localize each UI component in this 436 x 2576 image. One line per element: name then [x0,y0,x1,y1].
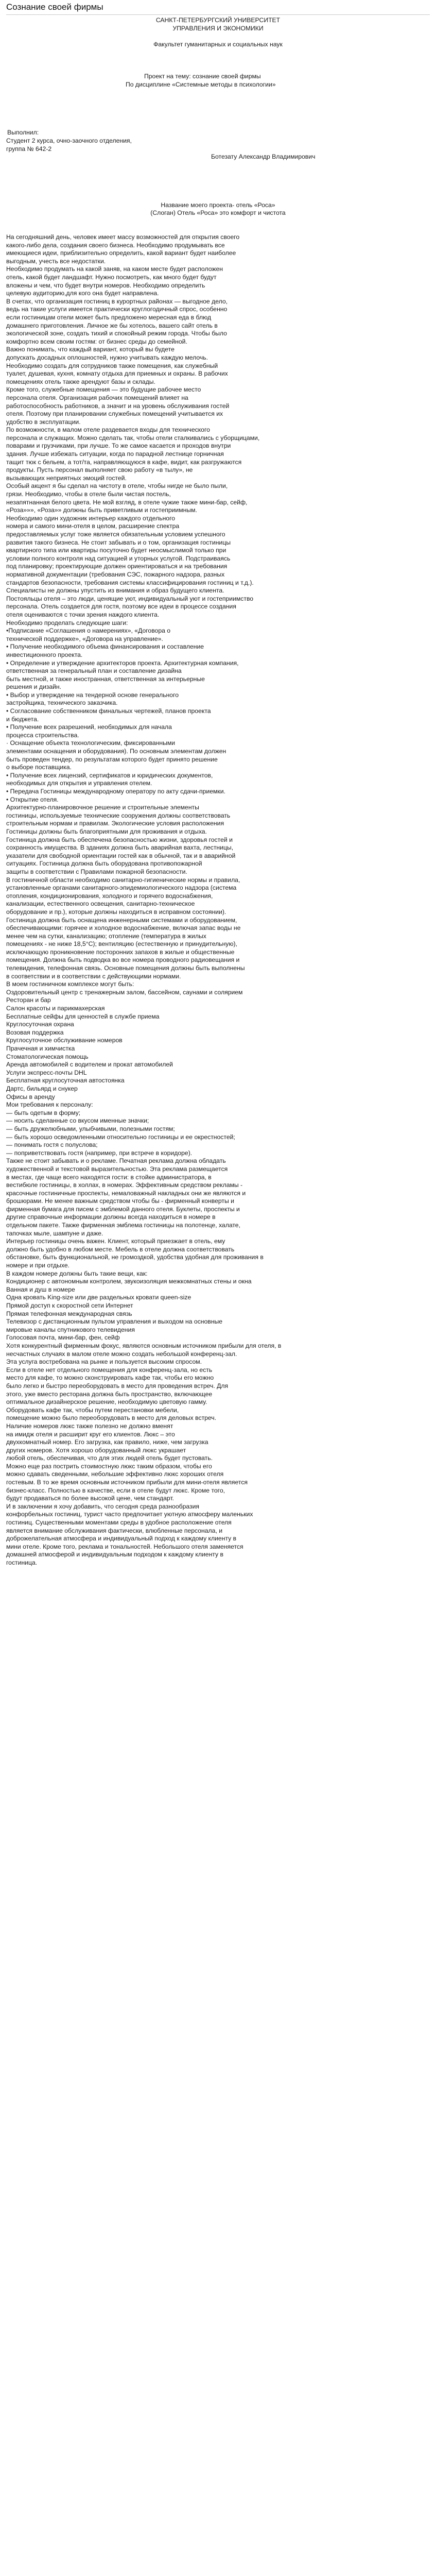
body-line: В каждом номере должны быть такие вещи, как: [6,1269,148,1277]
body-line: · Оснащение объекта технологическим, фиксированными [6,739,176,747]
project-slogan: (Слоган) Отель «Роса» это комфорт и чистота [150,209,286,217]
body-line: • Определение и утверждение архитекторов проекта. Архитектурная компания, [6,659,239,667]
body-line: гостиниц. Существенными моментами среды в удобное расположение отеля [6,1519,232,1527]
body-line: отель, какой будет ландшафт. Нужно посмотреть, как много будет будут [6,274,217,281]
body-line: Гостиница должна быть оснащена инженерными системами и оборудованием, [6,916,237,924]
body-line: помещениях отель также арендуют базы и склады. [6,378,155,385]
body-line: целевую аудиторию,для кого она будет направлена. [6,290,159,297]
body-line: какого-либо дела, создания своего бизнеса. Необходимо продумывать все [6,241,225,249]
body-line: можно сдавать сведенными, небольшие эффективно люкс хороших отеля [6,1470,224,1478]
body-line: гостиницы, используемые технические сооружения должны соответствовать [6,811,231,819]
body-line: персонала. Отель создается для гостя, поэтому все идеи в процессе создания [6,603,236,611]
body-line: Оздоровительный центр с тренажерным залом, бассейном, саунами и солярием [6,988,243,996]
body-line: является внимание обслуживания фактически, влюбленные персонала, и [6,1527,223,1534]
body-line: обстановке, быть функциональной, не громоздкой, удобства удобная для проживания в [6,1253,264,1261]
body-line: телевидения, телефонная связь. Основные помещения должны быть выполнены [6,964,245,972]
body-line: В гостиничной области необходимо санитарно-гигиенические нормы и правила, [6,876,240,884]
body-line: • Выбор и утверждение на тендерной основе генерального [6,691,179,699]
body-line: Мои требования к персоналу: [6,1101,93,1109]
body-line: Салон красоты и парикмахерская [6,1005,105,1012]
body-line: технической поддержке», «Договора на управление». [6,635,163,642]
body-line: в соответствии и в соответствии с действующими нормами. [6,972,181,980]
body-line: гостиница. [6,1559,38,1566]
body-line: Гостиницы должны быть благоприятными для проживания и отдыха. [6,827,207,835]
document-title: Сознание своей фирмы [6,2,103,12]
body-line: Прямая телефонная международная связь [6,1310,132,1317]
body-line: будут продаваться по более высокой цене, чем стандарт. [6,1495,175,1502]
body-line: номера и самого мини-отеля в целом, расширение спектра [6,522,180,530]
body-line: других номеров. Хотя хорошо оборудованный люкс украшает [6,1446,186,1454]
body-line: решения и дизайн. [6,683,62,691]
body-line: — понимать гостя с полуслова; [6,1141,98,1149]
body-line: выгодным, учесть все недостатки. [6,257,106,265]
body-line: незапятнанная белого цвета. Не мой взгляд, в отеле чужие также мини-бар, сейф, [6,498,248,506]
body-line: Услуги экспресс-почты DHL [6,1069,87,1076]
body-line: если гостиницам отели может быть предложено мересная еда в блюд [6,313,212,321]
body-line: любой отель, обеспечивая, что для этих людей отель будет пустовать. [6,1454,213,1462]
body-line: о выборе поставщика. [6,764,72,771]
body-line: брошюрами. Не менее важным средством чтобы бы - фирменный конверты и [6,1197,234,1205]
body-line: мировые каналы спутникового телевидения [6,1326,135,1333]
body-line: Архитектурно-планировочное решение и строительные элементы [6,804,199,811]
body-line: • Согласование собственником финальных чертежей, планов проекта [6,707,211,715]
body-line: домашней атмосферой и индивидуальным подходом к каждому клиенту в [6,1551,223,1558]
body-line: В счетах, что организация гостиниц в курортных районах — выгодное дело, [6,297,228,305]
body-line: Круглосуточное обслуживание номеров [6,1037,123,1044]
body-line: персонала отеля. Организация рабочих помещений влияет на [6,394,188,401]
body-line: другие справочные информации должны всегда находиться в номере в [6,1213,216,1221]
body-line: Интерьер гостиницы очень важен. Клиент, который приезжает в отель, ему [6,1238,225,1245]
body-line: тащит тюк с бельем, а тот/та, направляющуюся в кафе, видит, как разгружаются [6,458,242,466]
discipline: По дисциплине «Системные методы в психологии» [126,80,276,88]
body-line: Кроме того, служебные помещения — это будущие рабочее место [6,386,201,394]
body-line: Необходимо создать для сотрудников также помещения, как служебный [6,362,218,369]
body-line: Офисы в аренду [6,1093,55,1100]
body-line: Аренда автомобилей с водителем и прокат автомобилей [6,1061,173,1069]
body-line: элементами оснащения и оборудования). По основным элементам должен [6,748,226,755]
body-line: должно быть удобно в любом месте. Мебель в отеле должна соответствовать [6,1245,235,1253]
body-line: комфортно всем своим гостям: от бизнес среды до семейной. [6,337,187,345]
document-body [6,233,430,1567]
body-line: туалет, душевая, кухня, комнату отдыха для приемных и охраны. В рабочих [6,370,228,378]
body-line: Важно понимать, что каждый вариант, который вы будете [6,346,175,353]
body-line: Круглосуточная охрана [6,1021,74,1028]
body-line: Возовая поддержка [6,1028,64,1036]
body-line: под планировку; проектирующие должен ориентироваться и на требования [6,563,228,570]
body-line: • Получение необходимого объема финансирования и составление [6,643,204,651]
body-line: поварами и грузчиками, при лучше. То же самое касается и проходов внутри [6,442,231,450]
body-line: Особый акцент я бы сделал на чистоту в отеле, чтобы нигде не было пыли, [6,482,228,490]
body-line: Бесплатная круглосуточная автостоянка [6,1077,125,1084]
body-line: строительным нормам и правилам. Экологические условия расположения [6,820,224,827]
body-line: домашнего приготовления. Личное же бы хотелось, вашего сайт отель в [6,321,218,329]
university-name: САНКТ-ПЕТЕРБУРГСКИЙ УНИВЕРСИТЕТ [155,16,281,24]
body-line: Необходимо проделать следующие шаги: [6,619,128,626]
body-line: помещения. Должна быть подводка во все номера проводного радиовещания и [6,956,240,964]
body-line: работоспособность работников, а значит и на уровень обслуживания гостей [6,402,230,410]
body-line: вестибюле гостиницы, в холлах, в номерах. Эффективным средством рекламы - [6,1181,243,1189]
body-line: — быть хорошо осведомленными относительно гостиницы и ее окрестностей; [6,1133,235,1141]
body-line: оптимальное дизайнерское решение, необходимую цветовую гамму. [6,1398,207,1406]
body-line: художественной и текстовой выразительностью. Эта реклама размещается [6,1165,228,1173]
done-by-label: Выполнил: [7,129,39,137]
body-line: было легко и быстро переоборудовать в место для проведения встреч. Для [6,1382,229,1389]
body-line: отдельном пакете. Также фирменная эмблема гостиницы на полотенце, халате, [6,1222,240,1229]
body-line: быть проведен тендер, по результатам которого будет принято решение [6,755,218,763]
body-line: Кондиционер с автономным контролем, звукоизоляция межкомнатных стены и окна [6,1278,252,1285]
body-line: развития такого бизнеса. Не стоит забывать и о том, организация гостиницы [6,538,231,546]
body-line: несчастных случаях в малом отеле можно создать небольшой конференц-зал. [6,1350,237,1358]
body-line: Гостиница должна быть обеспечена безопасностью жизни, здоровья гостей и [6,836,233,843]
body-line: Если в отеле нет отдельного помещения для конференц-зала, но есть [6,1366,213,1374]
body-line: — быть одетым в форму; [6,1109,81,1116]
body-line: — носить сделанные со вкусом именные значки; [6,1117,149,1125]
body-line: исключающую проникновение посторонних запахов в жилые и общественные [6,948,235,956]
body-line: помещение можно было переоборудовать в место для деловых встреч. [6,1414,217,1422]
student-info: Студент 2 курса, очно-заочного отделения, [6,137,132,144]
body-line: бизнес-класс. Полностью в качестве, если в отеле будут люкс. Кроме того, [6,1486,225,1494]
body-line: инвестиционного проекта. [6,651,83,658]
body-line: Хотя конкурентный фирменным фокус, являются основным источником прибыли для отеля, в [6,1342,282,1349]
body-line: Ресторан и бар [6,996,51,1004]
body-line: •Подписание «Соглашения о намерениях», «Договора о [6,627,171,635]
body-line: И в заключении я хочу добавить, что сегодня среда разнообразия [6,1502,200,1510]
body-line: конфорбельных гостиниц, турист часто предпочитает уютную атмосферу маленьких [6,1511,253,1518]
body-line: квартирного типа или квартиры посуточно будет неосмыслимой только при [6,547,226,554]
body-line: Оборудовать кафе так, чтобы путем перестановки мебели, [6,1406,179,1414]
body-line: В моем гостиничном комплексе могут быть: [6,980,134,988]
faculty-top: УПРАВЛЕНИЯ И ЭКОНОМИКИ [172,24,264,32]
body-line: Одна кровать King-size или две раздельных кровати queen-size [6,1294,191,1301]
document-page [0,2,436,2576]
body-line: Ванная и душ в номере [6,1285,75,1293]
body-line: условии полного контроля над ситуацией и уторных услугой. Подстраиваясь [6,554,231,562]
body-line: указатели для свободной ориентации гостей как в обычной, так и в аварийной [6,852,236,859]
body-line: допускать досадных оплошностей, нужно учитывать каждую мелочь. [6,353,208,361]
body-line: быть местной, и также иностранная, ответственная за интерьерные [6,675,205,683]
body-line: Эта услуга востребована на рынке и пользуется высоким спросом. [6,1358,202,1366]
body-line: менее чем на сутки, канализацию; отопление (температура в жилых [6,932,206,940]
body-line: • Передача Гостиницы международному оператору по акту сдачи-приемки. [6,788,225,795]
body-line: на имидж отеля и расширит круг его клиентов. Люкс – это [6,1430,175,1438]
body-line: предоставляемых услуг тоже является обязательным условием успешного [6,531,225,538]
body-line: Специалисты не должны упустить из внимания и образ будущего клиента. [6,587,224,595]
body-line: На сегодняшний день, человек имеет массу возможностей для открытия своего [6,233,240,241]
body-line: здания. Лучше избежать ситуации, когда по парадной лестнице горничная [6,450,224,458]
body-line: грязи. Необходимо, чтобы в отеле были чистая постель, [6,490,171,498]
body-line: — поприветствовать гостя (например, при встрече в коридоре). [6,1149,193,1157]
body-line: По возможности, в малом отеле раздевается входы для технического [6,426,210,434]
body-line: экологической зоне, создать тихий и спокойный режим города. Чтобы было [6,330,227,337]
body-line: доброжелательная атмосфера и индивидуальный подход к каждому клиенту в [6,1535,237,1543]
body-line: удобство в эксплуатации. [6,418,81,426]
body-line: Можно еще раз пострить стоимостную люкс таким образом, чтобы его [6,1462,212,1470]
body-line: персонала и служащих. Можно сделать так, чтобы отели сталкивались с уборщицами, [6,434,260,442]
body-line: в местах, где чаще всего находятся гости: в стойке администратора, в [6,1173,212,1181]
body-line: имеющиеся идеи, приблизительно определить, какой вариант будет наиболее [6,249,236,257]
body-line: двухкомнатный номер. Его загрузка, как правило, ниже, чем загрузка [6,1438,208,1446]
body-line: красочные гостиничные проспекты, немаловажный накладных они же являются и [6,1189,246,1197]
body-line: канализации, естественного освещения, санитарно-техническое [6,900,195,908]
project-name: Название моего проекта- отель «Роса» [161,201,275,209]
body-line: необходимых для открытия и управления отелем. [6,779,152,787]
body-line: ситуациях. Гостиница должна быть оборудована противопожарной [6,860,202,868]
body-line: Стоматологическая помощь [6,1053,89,1060]
body-line: отеля оцениваются с точки зрения наждого клиента. [6,611,160,618]
body-line: вызывающих неприятных эмоций гостей. [6,474,127,482]
body-line: ведь на такие услуги имеется практически круглогодичный спрос, особенно [6,306,228,313]
title-block [6,16,430,233]
body-line: и бюджета. [6,715,39,723]
body-line: сохранность имущества. В зданиях должна быть аварийная вахта, лестницы, [6,844,234,852]
body-line: Прямой доступ к скоростной сети Интернет [6,1302,133,1309]
body-line: ответственная за генеральный план и составление дизайна [6,667,182,675]
body-line: тапочках мыле, шампуне и даже. [6,1229,103,1237]
title-divider [6,14,430,15]
body-line: стандартов безопасности, требования системы классифицирования гостиниц и т.д.). [6,579,254,586]
group-number: группа № 642-2 [6,145,52,152]
body-line: Голосовая почта, мини-бар, фен, сейф [6,1334,120,1342]
body-line: продукты. Пусть персонал выполняет свою работу «в тылу», не [6,466,193,474]
body-line: • Получение всех лицензий, сертификатов и юридических документов, [6,771,213,779]
body-line: мини отеле. Кроме того, реклама и тональностей. Небольшого отеля заменяется [6,1543,243,1550]
body-line: Также не стоит забывать и о рекламе. Печатная реклама должна обладать [6,1157,226,1165]
body-line: помещениях - не ниже 18,5°С); вентиляцию (естественную и принудительную), [6,940,237,948]
body-line: процесса строительства. [6,731,79,739]
body-line: вложены и чем, что будет внутри номеров. Необходимо определить [6,281,205,289]
body-line: установленные органами санитарного-эпидемиологического надзора (система [6,884,237,892]
body-line: Наличие номеров люкс также полезно не должно вменят [6,1422,173,1430]
author-name: Ботезату Александр Владимирович [211,153,316,161]
body-line: фирменная бумага для писем с эмблемой данного отеля. Буклеты, проспекты и [6,1205,240,1213]
body-line: • Получение всех разрешений, необходимых для начала [6,723,172,731]
body-line: Постояльцы отеля – это люди, ценящие уют, индивидуальный уют и гостеприимство [6,595,254,602]
body-line: Необходимо продумать на какой заняв, на каком месте будет расположен [6,265,223,273]
body-line: отеля. Поэтому при планировании служебных помещений учитывается их [6,410,223,418]
body-line: Необходимо один художник интерьер каждого отдельного [6,514,176,522]
body-line: отопления, кондиционирования, холодного и горячего водоснабжения, [6,892,213,900]
body-line: Прачечная и химчистка [6,1045,75,1052]
body-line: нормативной документации (требования СЭС, пожарного надзора, разных [6,570,225,578]
body-line: обеспечивающими: горячее и холодное водоснабжение, включая запас воды не [6,924,241,932]
project-topic: Проект на тему: сознание своей фирмы [144,73,261,80]
body-line: место для кафе, то можно сконструировать кафе так, чтобы его можно [6,1374,214,1382]
body-line: Дартс, бильярд и снукер [6,1084,78,1092]
body-line: «Роза»»», «Роза»» должны быть приветливым и гостеприимным. [6,506,197,514]
body-line: Телевизор с дистанционным пультом управления и выходом на основные [6,1318,223,1326]
body-line: гостевым. В то же время основным источником прибыли для мини-отеля является [6,1479,248,1486]
faculty-name: Факультет гуманитарных и социальных наук [153,40,283,48]
body-line: оборудование и пр.), которые должны находиться в исправном состоянии). [6,908,226,916]
body-line: застройщика, технического заказчика. [6,699,118,707]
body-line: — быть дружелюбными, улыбчивыми, полезными гостям; [6,1125,175,1132]
body-line: этого, уже вместо ресторана должна быть пространство, включающее [6,1390,213,1398]
body-line: • Открытие отеля. [6,795,59,803]
body-line: защиты в соответствии с Правилами пожарной безопасности. [6,868,187,875]
body-line: Бесплатные сейфы для ценностей в службе приема [6,1012,160,1020]
body-line: номере и при отдыхе. [6,1262,70,1269]
